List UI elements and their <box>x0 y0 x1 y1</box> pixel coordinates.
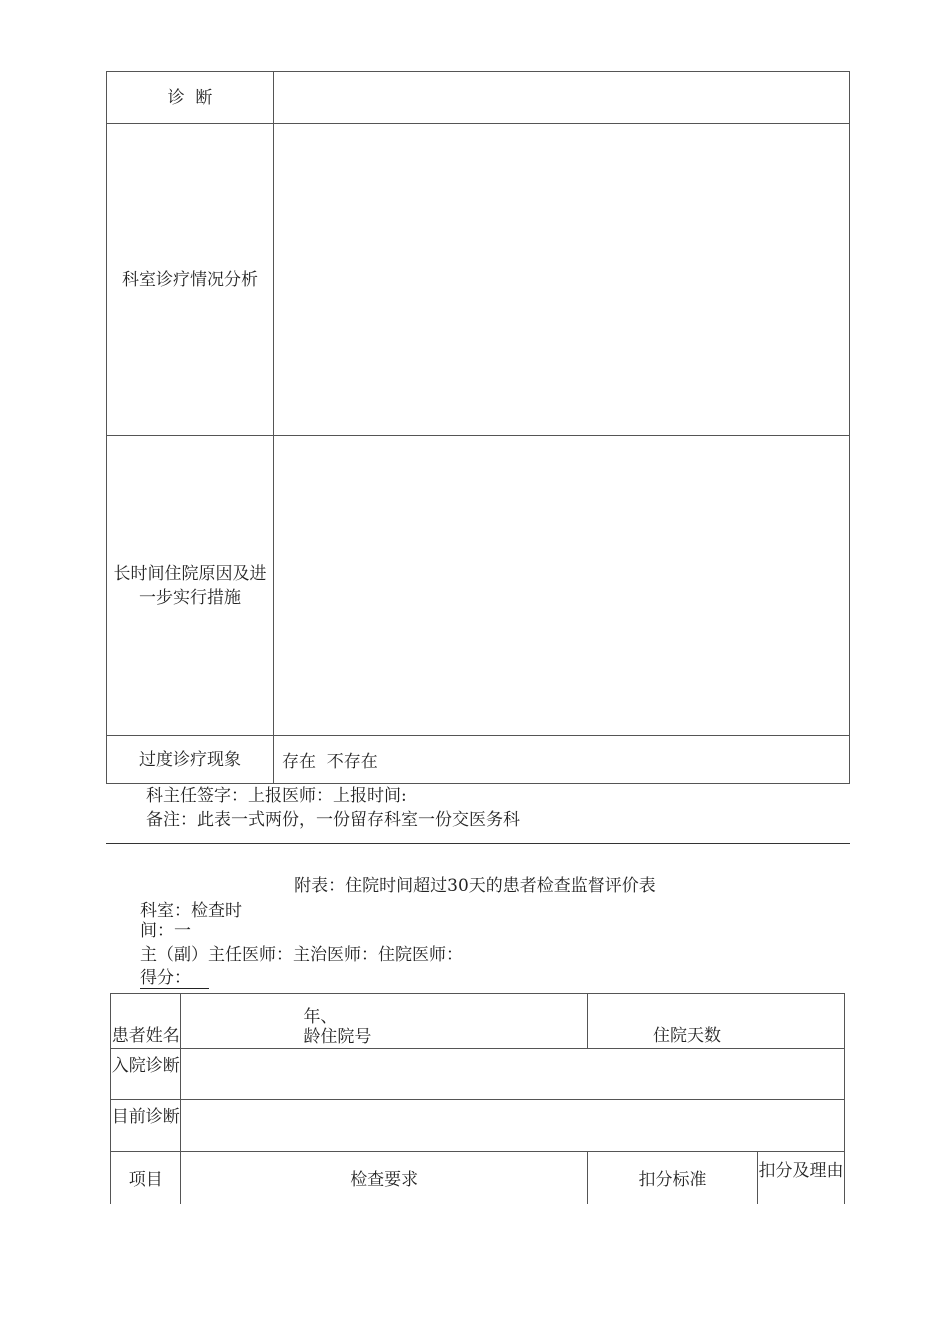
overtreatment-label: 过度诊疗现象 <box>107 736 274 784</box>
analysis-form-table <box>106 71 850 784</box>
admission-diagnosis-cell[interactable] <box>181 1049 845 1100</box>
current-diagnosis-cell[interactable] <box>181 1100 845 1152</box>
analysis-label: 科室诊疗情况分析 <box>107 124 274 436</box>
overtreatment-options: 存在 不存在 <box>282 752 378 772</box>
age-header-line1: 年、 <box>303 1007 338 1027</box>
deduct-standard-header: 扣分标准 <box>587 1152 757 1204</box>
section-divider <box>106 843 850 844</box>
current-diagnosis-label: 目前诊断 <box>111 1100 181 1152</box>
requirement-header: 检查要求 <box>181 1152 588 1204</box>
age-admission-header <box>181 994 588 1049</box>
diagnosis-label: 诊 断 <box>107 72 274 124</box>
overtreatment-value-cell[interactable] <box>274 736 850 784</box>
signature-line: 科主任签字：上报医师：上报时间: <box>146 786 407 806</box>
note-line: 备注：此表一式两份，一份留存科室一份交医务科 <box>146 810 520 830</box>
doctors-line: 主（副）主任医师：主治医师：住院医师： <box>140 945 463 965</box>
age-header-line2: 龄住院号 <box>303 1027 372 1047</box>
appendix-title: 附表：住院时间超过30天的患者检查监督评价表 <box>294 876 656 896</box>
stay-days-header: 住院天数 <box>587 994 844 1049</box>
diagnosis-value-cell[interactable] <box>274 72 850 124</box>
score-label: 得分： <box>140 968 209 989</box>
deduct-reason-header: 扣分及理由 <box>758 1152 845 1204</box>
reason-label-line1: 长时间住院原因及进 <box>113 563 267 584</box>
reason-measures-label <box>107 436 274 736</box>
admission-diagnosis-label: 入院诊断 <box>111 1049 181 1100</box>
reason-label-line2: 一步实行措施 <box>139 587 241 608</box>
evaluation-table <box>110 993 845 1204</box>
patient-name-header: 患者姓名 <box>111 994 181 1049</box>
dept-line2: 间：一 <box>140 921 191 941</box>
dept-line1: 科室：检查时 <box>140 901 242 921</box>
reason-measures-value-cell[interactable] <box>274 436 850 736</box>
item-header: 项目 <box>111 1152 181 1204</box>
analysis-value-cell[interactable] <box>274 124 850 436</box>
